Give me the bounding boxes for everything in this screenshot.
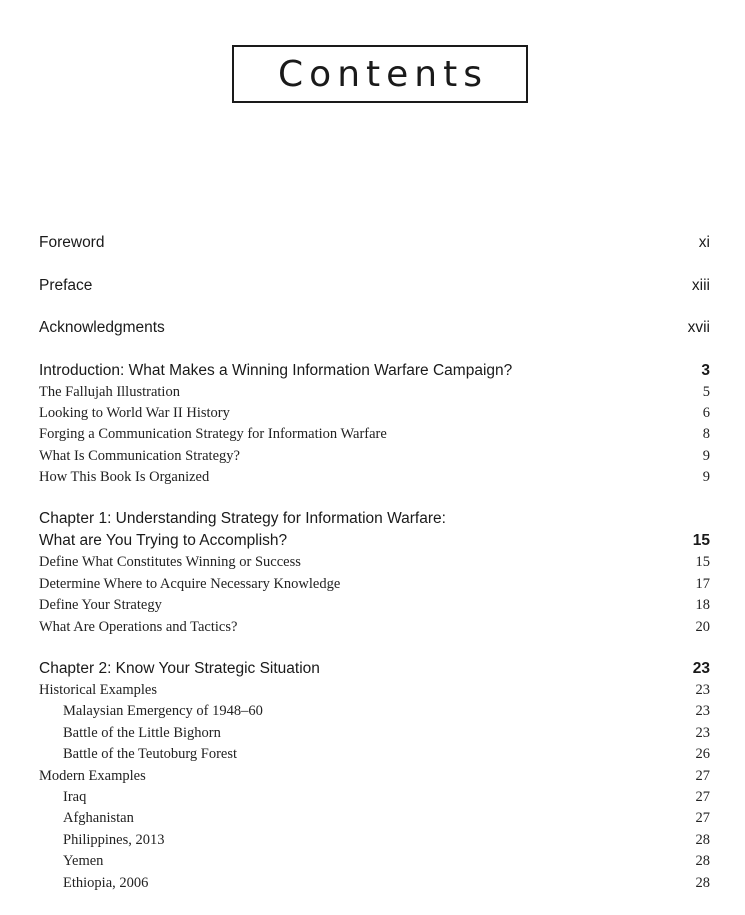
toc-subsubentry[interactable]: [39, 851, 710, 872]
toc-subsubentry-page: 28: [695, 853, 710, 870]
toc-subsubentry[interactable]: [39, 873, 710, 894]
toc-subsubentry-label: Battle of the Little Bighorn: [63, 724, 221, 741]
toc-subentry[interactable]: [39, 382, 710, 403]
toc-subentry-label: Looking to World War II History: [39, 404, 230, 421]
toc-subsubentry[interactable]: [39, 787, 710, 808]
toc-subsubentry-label: Battle of the Teutoburg Forest: [63, 746, 238, 763]
toc-entry-page: 15: [692, 532, 710, 550]
toc-subsubentry-label: Malaysian Emergency of 1948–60: [63, 703, 263, 720]
toc-subsubentry-page: 23: [695, 724, 710, 741]
toc-entry-label: Acknowledgments: [39, 319, 165, 336]
toc-subsubentry-label: Iraq: [63, 788, 87, 805]
toc-entry-page: xi: [698, 234, 710, 251]
toc-entry-page: xvii: [687, 319, 710, 336]
toc-subsubentry-page: 28: [695, 831, 710, 848]
toc-subsubentry[interactable]: [39, 723, 710, 744]
toc-subsubentry-label: Philippines, 2013: [63, 831, 165, 848]
toc-entry-preface[interactable]: [39, 275, 710, 297]
toc-subentry-historical[interactable]: [39, 680, 710, 701]
table-of-contents: [39, 232, 710, 894]
toc-subentry-page: 8: [702, 426, 710, 443]
toc-subentry-label: What Is Communication Strategy?: [39, 447, 240, 464]
toc-subentry[interactable]: [39, 446, 710, 467]
toc-subentry[interactable]: [39, 403, 710, 424]
toc-subsubentry-label: Afghanistan: [63, 810, 134, 827]
toc-subentry-page: 6: [702, 404, 710, 421]
toc-entry-foreword[interactable]: [39, 232, 710, 254]
toc-entry-label: Introduction: What Makes a Winning Information Warfare Campaign?: [39, 361, 513, 379]
toc-subentry-label: Forging a Communication Strategy for Information Warfare: [39, 426, 387, 443]
toc-subentry-page: 20: [695, 618, 710, 635]
toc-subentry-label: Define Your Strategy: [39, 597, 162, 614]
toc-entry-label: Foreword: [39, 234, 105, 251]
toc-entry-chapter1-line1[interactable]: [39, 508, 710, 530]
toc-subentry-label: Modern Examples: [39, 767, 146, 784]
toc-entry-page: 3: [701, 361, 710, 379]
toc-subentry[interactable]: [39, 574, 710, 595]
toc-subentry-page: 9: [702, 447, 710, 464]
toc-subentry-label: Define What Constitutes Winning or Success: [39, 554, 301, 571]
toc-subentry-page: 18: [695, 597, 710, 614]
toc-subsubentry-page: 28: [695, 874, 710, 891]
toc-subsubentry[interactable]: [39, 744, 710, 765]
toc-subentry[interactable]: [39, 595, 710, 616]
toc-subsubentry[interactable]: [39, 830, 710, 851]
toc-subsubentry[interactable]: [39, 808, 710, 829]
toc-entry-introduction[interactable]: [39, 360, 710, 382]
toc-subentry[interactable]: [39, 617, 710, 638]
toc-subentry[interactable]: [39, 424, 710, 445]
toc-subsubentry[interactable]: [39, 701, 710, 722]
toc-entry-label: What are You Trying to Accomplish?: [39, 532, 288, 550]
toc-subentry-label: What Are Operations and Tactics?: [39, 618, 238, 635]
toc-subsubentry-page: 23: [695, 703, 710, 720]
toc-subentry[interactable]: [39, 467, 710, 488]
toc-entry-page: xiii: [691, 276, 710, 294]
toc-subentry-page: 17: [695, 575, 710, 592]
toc-subentry-page: 23: [695, 682, 710, 699]
toc-subentry-page: 9: [702, 469, 710, 486]
toc-subentry[interactable]: [39, 552, 710, 573]
toc-entry-chapter1[interactable]: [39, 530, 710, 552]
toc-subentry-page: 27: [695, 767, 710, 784]
toc-entry-page: 23: [692, 660, 710, 678]
page-title: Contents: [278, 53, 488, 95]
toc-entry-label: Preface: [39, 276, 93, 294]
toc-subsubentry-label: Yemen: [63, 853, 104, 870]
toc-subentry-label: Historical Examples: [39, 682, 157, 699]
toc-entry-label: Chapter 2: Know Your Strategic Situation: [39, 660, 320, 678]
toc-subentry-label: The Fallujah Illustration: [39, 383, 180, 400]
toc-subsubentry-label: Ethiopia, 2006: [63, 874, 149, 891]
toc-subentry-modern[interactable]: [39, 766, 710, 787]
toc-subsubentry-page: 27: [695, 788, 710, 805]
toc-entry-acknowledgments[interactable]: [39, 317, 710, 339]
toc-entry-label: Chapter 1: Understanding Strategy for Information Warfare:: [39, 510, 446, 528]
toc-subsubentry-page: 26: [695, 746, 710, 763]
toc-subentry-page: 15: [695, 554, 710, 571]
toc-subentry-label: Determine Where to Acquire Necessary Knowledge: [39, 575, 341, 592]
page-title-box: [232, 45, 528, 103]
toc-subentry-label: How This Book Is Organized: [39, 469, 210, 486]
toc-subentry-page: 5: [702, 383, 710, 400]
toc-entry-chapter2[interactable]: [39, 658, 710, 680]
toc-subsubentry-page: 27: [695, 810, 710, 827]
